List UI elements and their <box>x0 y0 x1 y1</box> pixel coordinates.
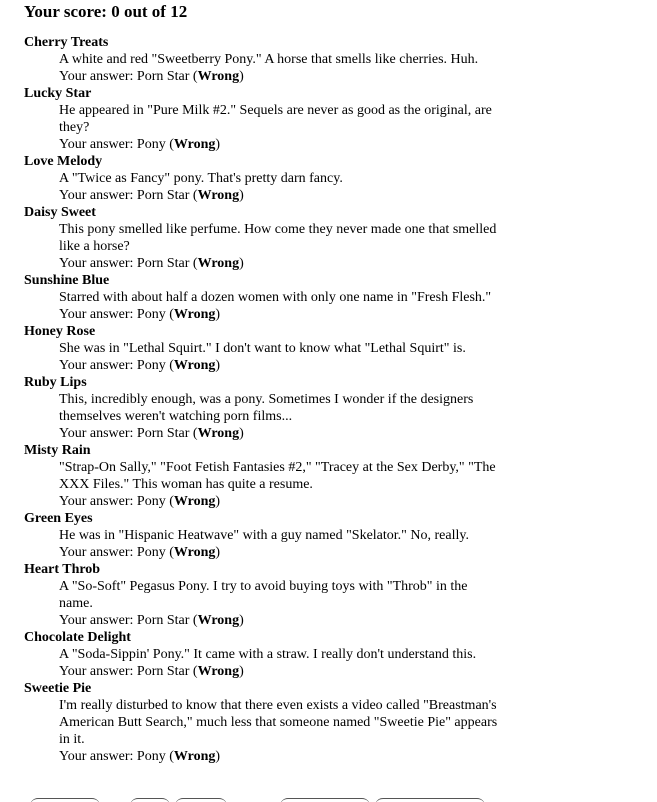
item-comment: A "Soda-Sippin' Pony." It came with a straw. I really don't understand this. <box>59 647 477 662</box>
verdict: Wrong <box>197 613 240 628</box>
user-answer: Pony <box>136 137 166 152</box>
cut-off-shape <box>130 798 170 802</box>
item-body <box>59 340 504 374</box>
item-comment: A white and red "Sweetberry Pony." A horse that smells like cherries. Huh. <box>59 52 479 67</box>
item-comment: A "So-Soft" Pegasus Pony. I try to avoid buying toys with "Throb" in the name. <box>59 579 468 611</box>
item-title: Honey Rose <box>24 324 96 339</box>
item-body <box>59 527 504 561</box>
user-answer: Porn Star <box>136 256 190 271</box>
item-body <box>59 221 504 272</box>
item-title: Sunshine Blue <box>24 273 110 288</box>
answer-prefix: Your answer: <box>59 545 134 560</box>
item-answer-line: Your answer: Porn Star (Wrong) <box>59 69 244 84</box>
item-title: Chocolate Delight <box>24 630 131 645</box>
answer-prefix: Your answer: <box>59 613 134 628</box>
item-answer-line: Your answer: Porn Star (Wrong) <box>59 664 244 679</box>
user-answer: Pony <box>136 545 166 560</box>
item-comment: He was in "Hispanic Heatwave" with a guy named "Skelator." No, really. <box>59 528 469 543</box>
item-title: Daisy Sweet <box>24 205 96 220</box>
item-comment: She was in "Lethal Squirt." I don't want to know what "Lethal Squirt" is. <box>59 341 466 356</box>
answer-prefix: Your answer: <box>59 426 134 441</box>
item-comment: He appeared in "Pure Milk #2." Sequels are never as good as the original, are they? <box>59 103 492 135</box>
verdict: Wrong <box>197 69 240 84</box>
user-answer: Porn Star <box>136 664 190 679</box>
user-answer: Pony <box>136 358 166 373</box>
item-answer-line: Your answer: Pony (Wrong) <box>59 358 221 373</box>
answer-prefix: Your answer: <box>59 188 134 203</box>
item-body <box>59 391 504 442</box>
item-title: Cherry Treats <box>24 35 109 50</box>
item-title: Love Melody <box>24 154 103 169</box>
item-body <box>59 289 504 323</box>
user-answer: Porn Star <box>136 188 190 203</box>
item-comment: This, incredibly enough, was a pony. Sometimes I wonder if the designers themselves weren't watching porn films... <box>59 392 474 424</box>
item-answer-line: Your answer: Pony (Wrong) <box>59 307 221 322</box>
answer-prefix: Your answer: <box>59 137 134 152</box>
item-answer-line: Your answer: Pony (Wrong) <box>59 545 221 560</box>
item-title: Heart Throb <box>24 562 101 577</box>
item-body <box>59 170 504 204</box>
verdict: Wrong <box>173 545 216 560</box>
item-title: Ruby Lips <box>24 375 87 390</box>
verdict: Wrong <box>173 494 216 509</box>
verdict: Wrong <box>197 256 240 271</box>
item-answer-line: Your answer: Pony (Wrong) <box>59 494 221 509</box>
user-answer: Porn Star <box>136 613 190 628</box>
answer-prefix: Your answer: <box>59 69 134 84</box>
cut-off-bottom-elements <box>30 796 490 802</box>
item-comment: "Strap-On Sally," "Foot Fetish Fantasies #2," "Tracey at the Sex Derby," "The XXX Files." This woman has quite a resume. <box>59 460 496 492</box>
cut-off-shape <box>375 798 485 802</box>
verdict: Wrong <box>197 188 240 203</box>
cut-off-shape <box>280 798 370 802</box>
user-answer: Pony <box>136 749 166 764</box>
verdict: Wrong <box>197 426 240 441</box>
item-body <box>59 459 504 510</box>
cut-off-shape <box>175 798 227 802</box>
verdict: Wrong <box>173 358 216 373</box>
item-body <box>59 646 504 680</box>
item-answer-line: Your answer: Porn Star (Wrong) <box>59 188 244 203</box>
verdict: Wrong <box>173 137 216 152</box>
item-answer-line: Your answer: Pony (Wrong) <box>59 749 221 764</box>
answer-prefix: Your answer: <box>59 749 134 764</box>
item-title: Misty Rain <box>24 443 91 458</box>
verdict: Wrong <box>173 749 216 764</box>
item-body <box>59 102 504 153</box>
item-body <box>59 51 504 85</box>
user-answer: Pony <box>136 307 166 322</box>
item-title: Lucky Star <box>24 86 92 101</box>
item-comment: This pony smelled like perfume. How come they never made one that smelled like a horse? <box>59 222 497 254</box>
item-answer-line: Your answer: Porn Star (Wrong) <box>59 426 244 441</box>
answer-prefix: Your answer: <box>59 307 134 322</box>
user-answer: Porn Star <box>136 69 190 84</box>
item-comment: Starred with about half a dozen women with only one name in "Fresh Flesh." <box>59 290 492 305</box>
results-list <box>24 34 504 765</box>
score-heading: Your score: 0 out of 12 <box>24 2 188 21</box>
verdict: Wrong <box>197 664 240 679</box>
cut-off-shape <box>30 798 100 802</box>
user-answer: Porn Star <box>136 426 190 441</box>
item-body <box>59 697 504 765</box>
verdict: Wrong <box>173 307 216 322</box>
item-body <box>59 578 504 629</box>
item-answer-line: Your answer: Pony (Wrong) <box>59 137 221 152</box>
item-comment: I'm really disturbed to know that there even exists a video called "Breastman's American Butt Search," much less that someone named "Sweetie Pie" appears in it. <box>59 698 498 747</box>
answer-prefix: Your answer: <box>59 494 134 509</box>
item-answer-line: Your answer: Porn Star (Wrong) <box>59 256 244 271</box>
item-answer-line: Your answer: Porn Star (Wrong) <box>59 613 244 628</box>
item-comment: A "Twice as Fancy" pony. That's pretty darn fancy. <box>59 171 343 186</box>
item-title: Green Eyes <box>24 511 93 526</box>
user-answer: Pony <box>136 494 166 509</box>
answer-prefix: Your answer: <box>59 664 134 679</box>
item-title: Sweetie Pie <box>24 681 92 696</box>
answer-prefix: Your answer: <box>59 256 134 271</box>
answer-prefix: Your answer: <box>59 358 134 373</box>
